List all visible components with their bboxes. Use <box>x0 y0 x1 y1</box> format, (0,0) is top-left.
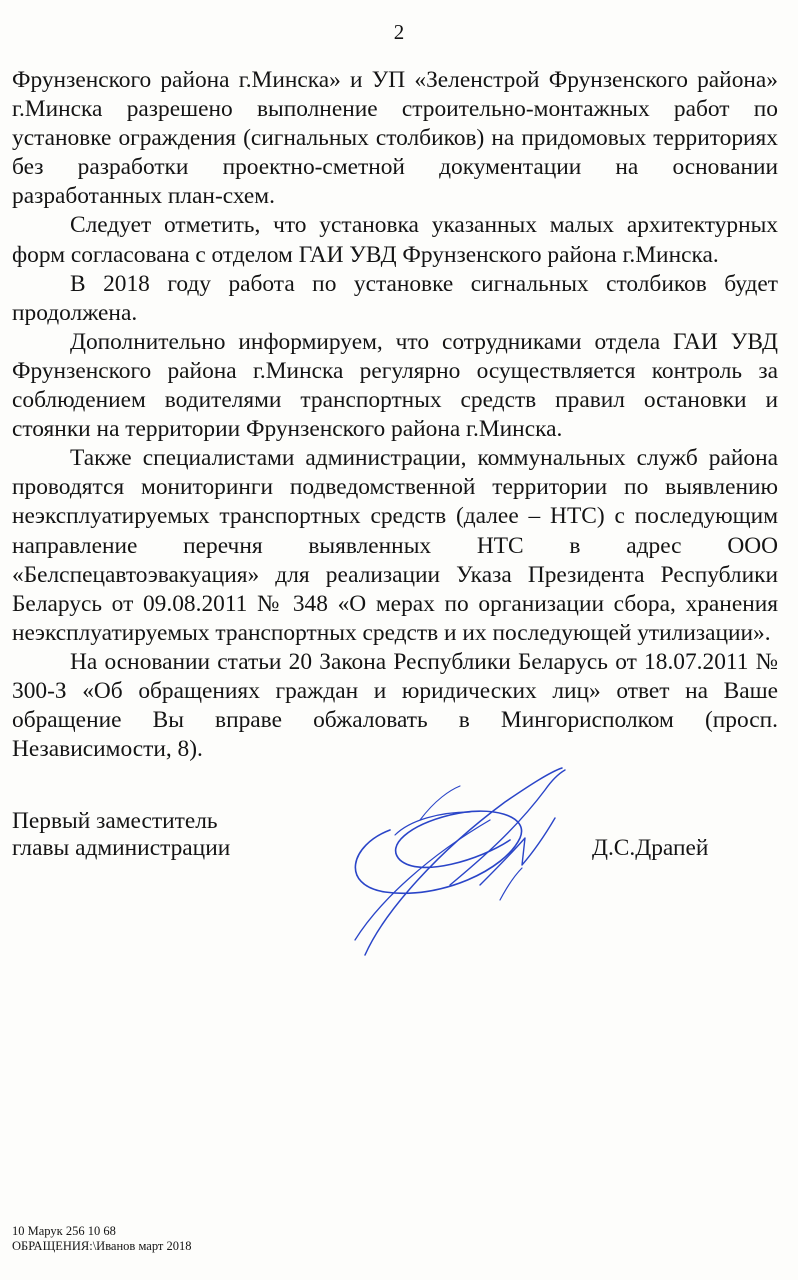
paragraph-1: Фрунзенского района г.Минска» и УП «Зеленстрой Фрунзенского района» г.Минска разрешено выполнение строительно-монтажных работ по установке ограждения (сигнальных столбиков) на придомовых территориях без разработки проектно-сметной документации на основании разработанных план-схем. <box>12 67 778 210</box>
signature-strokes <box>355 768 565 955</box>
paragraph-6: На основании статьи 20 Закона Республики Беларусь от 18.07.2011 № 300-З «Об обращениях граждан и юридических лиц» ответ на Ваше обращение Вы вправе обжаловать в Мингорисполком (просп. Независимости, 8). <box>12 648 778 763</box>
letter-body <box>12 66 778 764</box>
signatory-title-line-1: Первый заместитель <box>12 808 218 834</box>
footer-file-path: ОБРАЩЕНИЯ:\Иванов март 2018 <box>12 1239 192 1253</box>
paragraph-4: Дополнительно информируем, что сотрудниками отдела ГАИ УВД Фрунзенского района г.Минска регулярно осуществляется контроль за соблюдением водителями транспортных средств правил остановки и стоянки на территории Фрунзенского района г.Минска. <box>12 328 778 443</box>
paragraph-3: В 2018 году работа по установке сигнальных столбиков будет продолжена. <box>12 270 778 326</box>
footer-executor-line: 10 Марук 256 10 68 <box>12 1224 116 1238</box>
footer-note <box>12 1224 192 1254</box>
signatory-name: Д.С.Драпей <box>592 835 709 861</box>
handwritten-signature <box>330 760 590 960</box>
signatory-title <box>12 808 230 862</box>
paragraph-2: Следует отметить, что установка указанных малых архитектурных форм согласована с отделом ГАИ УВД Фрунзенского района г.Минска. <box>12 212 778 268</box>
signatory-title-line-2: главы администрации <box>12 835 231 861</box>
page-number: 2 <box>393 20 405 44</box>
paragraph-5: Также специалистами администрации, коммунальных служб района проводятся мониторинги подведомственной территории по выявлению неэксплуатируемых транспортных средств (далее – НТС) с последующим направление перечня выявленных НТС в адрес ООО «Белспецавтоэвакуация» для реализации Указа Президента Республики Беларусь от 09.08.2011 № 348 «О мерах по организации сбора, хранения неэксплуатируемых транспортных средств и их последующей утилизации». <box>12 445 778 646</box>
